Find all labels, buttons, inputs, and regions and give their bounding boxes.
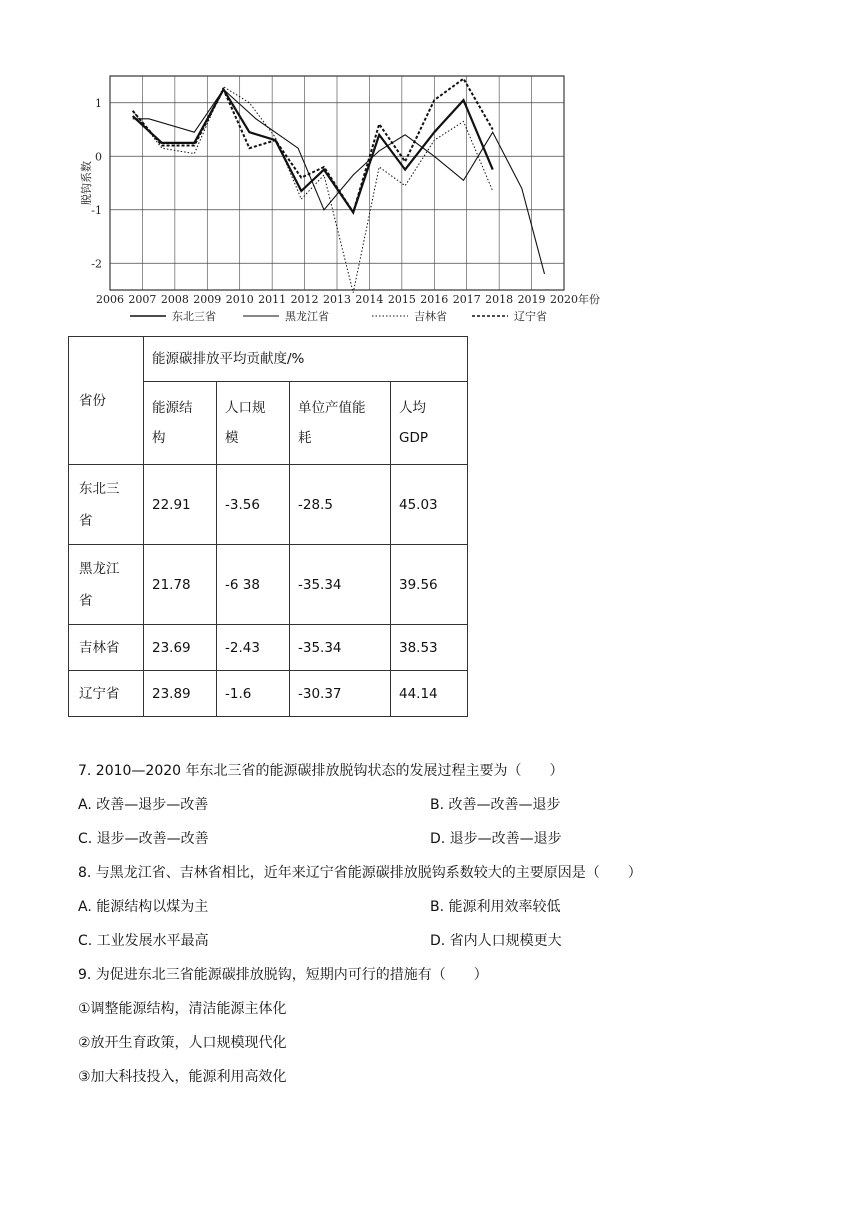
table-row	[69, 625, 468, 671]
col-header	[144, 382, 217, 465]
q8-option-c[interactable]: C. 工业发展水平最高	[78, 933, 209, 949]
x-tick-label: 2010	[225, 293, 254, 306]
province-line2: 省	[79, 512, 93, 529]
province-line1: 东北三	[79, 480, 120, 497]
col-header-line1: 人均	[399, 400, 426, 416]
q9-item-1: ①调整能源结构，清洁能源主体化	[78, 1001, 287, 1017]
question-9-stem: 9. 为促进东北三省能源碳排放脱钩，短期内可行的措施有（ ）	[78, 967, 488, 983]
q7-option-c[interactable]: C. 退步—改善—改善	[78, 831, 209, 847]
province-cell	[69, 465, 144, 545]
question-7-stem: 7. 2010—2020 年东北三省的能源碳排放脱钩状态的发展过程主要为（ ）	[78, 763, 564, 779]
x-tick-label: 2008	[160, 293, 189, 306]
x-tick-label: 2015	[387, 293, 416, 306]
q7-option-b[interactable]: B. 改善—改善—退步	[430, 797, 561, 813]
chart-svg	[78, 62, 618, 330]
table-row	[69, 671, 468, 717]
x-tick-label: 2007	[128, 293, 157, 306]
q7-option-a[interactable]: A. 改善—退步—改善	[78, 797, 209, 813]
value-cell: 44.14	[391, 671, 468, 717]
value-cell: -30.37	[290, 671, 391, 717]
legend-entry: 黑龙江省	[285, 310, 329, 323]
value-cell: -2.43	[217, 625, 290, 671]
x-tick-label: 2019	[517, 293, 546, 306]
y-tick-label: -1	[91, 203, 102, 217]
value-cell: 22.91	[144, 465, 217, 545]
col-header-line1: 人口规	[225, 400, 266, 416]
value-cell: 21.78	[144, 545, 217, 625]
value-cell: 45.03	[391, 465, 468, 545]
x-tick-label: 2006	[96, 293, 124, 306]
col-header-line2: 模	[225, 430, 239, 446]
y-tick-label: 0	[95, 150, 102, 164]
col-header	[217, 382, 290, 465]
contribution-table	[68, 336, 468, 717]
x-tick-label: 2020	[550, 293, 578, 306]
series-line-1	[133, 89, 493, 212]
province-line2: 省	[79, 592, 93, 609]
decoupling-line-chart	[78, 62, 618, 330]
col-header-line2: 构	[152, 430, 166, 446]
legend-entry: 东北三省	[172, 310, 216, 323]
col-header	[391, 382, 468, 465]
y-tick-label: 1	[95, 96, 102, 110]
value-cell: -35.34	[290, 625, 391, 671]
series-line-4	[133, 79, 493, 213]
x-tick-label: 2011	[258, 293, 287, 306]
value-cell: 39.56	[391, 545, 468, 625]
col-header-line2: GDP	[399, 430, 428, 446]
y-tick-label: -2	[91, 257, 102, 271]
x-tick-label: 2016	[420, 293, 449, 306]
x-tick-label: 2014	[355, 293, 384, 306]
value-cell: 23.69	[144, 625, 217, 671]
corner-header: 省份	[69, 337, 144, 465]
legend-entry: 吉林省	[414, 310, 447, 323]
x-axis-unit: 年份	[578, 293, 600, 306]
province-line1: 黑龙江	[79, 560, 120, 577]
q8-option-d[interactable]: D. 省内人口规模更大	[430, 933, 562, 949]
province-cell: 辽宁省	[69, 671, 144, 717]
x-tick-label: 2012	[290, 293, 319, 306]
group-header: 能源碳排放平均贡献度/%	[144, 337, 468, 382]
province-cell	[69, 545, 144, 625]
value-cell: 38.53	[391, 625, 468, 671]
question-8-stem: 8. 与黑龙江省、吉林省相比，近年来辽宁省能源碳排放脱钩系数较大的主要原因是（ ）	[78, 865, 642, 881]
value-cell: -6 38	[217, 545, 290, 625]
value-cell: 23.89	[144, 671, 217, 717]
x-tick-label: 2018	[485, 293, 514, 306]
col-header	[290, 382, 391, 465]
x-tick-label: 2013	[323, 293, 351, 306]
col-header-line1: 能源结	[152, 400, 193, 416]
x-tick-label: 2009	[193, 293, 222, 306]
legend-entry: 辽宁省	[514, 310, 547, 323]
col-header-line1: 单位产值能	[298, 400, 366, 416]
q8-option-a[interactable]: A. 能源结构以煤为主	[78, 899, 209, 915]
x-tick-label: 2017	[452, 293, 481, 306]
col-header-line2: 耗	[298, 430, 312, 446]
q7-option-d[interactable]: D. 退步—改善—退步	[430, 831, 562, 847]
province-cell: 吉林省	[69, 625, 144, 671]
value-cell: -35.34	[290, 545, 391, 625]
value-cell: -28.5	[290, 465, 391, 545]
value-cell: -3.56	[217, 465, 290, 545]
q9-item-3: ③加大科技投入，能源利用高效化	[78, 1069, 287, 1085]
q9-item-2: ②放开生育政策，人口规模现代化	[78, 1035, 287, 1051]
table-row	[69, 465, 468, 545]
series-line-2	[133, 89, 545, 274]
value-cell: -1.6	[217, 671, 290, 717]
table-row	[69, 545, 468, 625]
q8-option-b[interactable]: B. 能源利用效率较低	[430, 899, 561, 915]
y-axis-label: 脱钩系数	[80, 161, 93, 205]
series-line-3	[133, 87, 493, 293]
